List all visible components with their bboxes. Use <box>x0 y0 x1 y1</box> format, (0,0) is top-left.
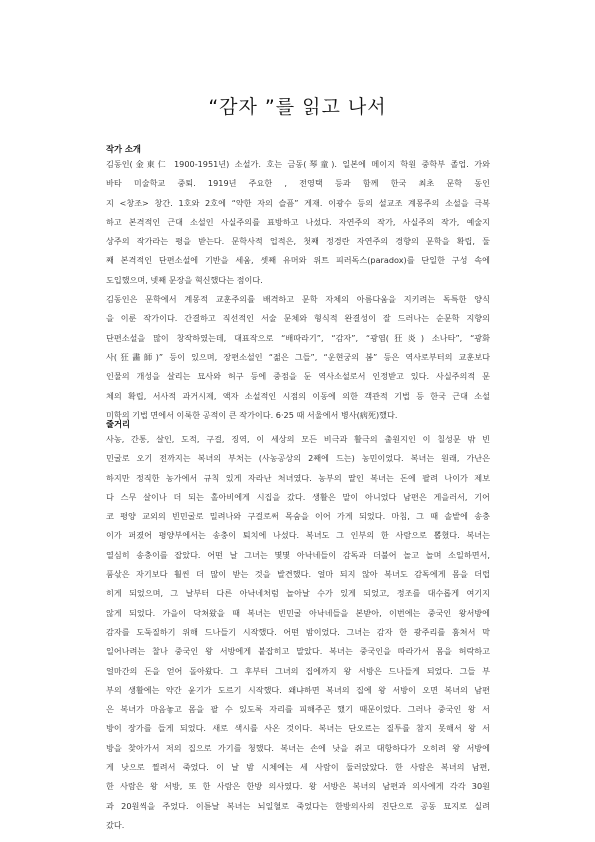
author-paragraphs <box>106 155 490 425</box>
text-line: 지 <창조> 창간. 1호와 2호에 “약한 자의 슬픔” 게재. 이광수 등의 설교조 계몽주의 소설을 극복 <box>106 197 490 208</box>
text-line: 민굴로 오기 전까지는 복녀의 부처는 (사농공상의 2째에 드는) 농민이었다. 복녀는 원래, 가난은 <box>106 453 490 464</box>
text-line: 일어나려는 찰나 중국인 왕 서방에게 붙잡히고 말았다. 복녀는 중국인을 따라가서 몸을 허락하고 <box>106 646 490 657</box>
text-line: 은 복녀가 마음놓고 몸을 팔 수 있도록 자리를 피해주곤 했기 때문이었다. 그러나 중국인 왕 서 <box>106 704 490 715</box>
text-line: 과 20원씩을 주었다. 이튿날 복녀는 뇌일혈로 죽었다는 한방의사의 진단으로 공동 묘지로 실려 <box>106 800 490 811</box>
text-line: 열심히 송충이를 잡았다. 어떤 날 그녀는 몇몇 아낙네들이 감독과 더불어 놀고 놀며 소일하면서, <box>106 549 490 560</box>
text-line: 단편소설을 많이 창작하였는데, 대표작으로 “배따라기”, “감자”, “광염(狂炎) 소나타”, “광화 <box>106 332 490 343</box>
text-line: 방을 찾아가서 저의 집으로 가기를 청했다. 복녀는 손에 낫을 쥐고 대항하다가 오히려 왕 서방에 <box>106 742 490 753</box>
text-line: 을 이룬 작가이다. 간결하고 직선적인 서술 문체와 형식적 완결성이 잘 드러나는 순문학 지향의 <box>106 313 490 324</box>
text-line: 김동인(金東仁 1900-1951년) 소설가. 호는 금동(琴童). 일본에 메이지 학원 중학부 졸업. 가와 <box>106 159 490 169</box>
text-line: 품삯은 자기보다 훨씬 더 많이 받는 것을 발견했다. 얼마 되지 않아 복녀도 감독에게 몸을 더럽 <box>106 569 490 580</box>
text-line: 상주의 작가라는 평을 받는다. 문학사적 업적은, 첫째 정경란 자연주의 경향의 문학을 확립, 둘 <box>106 236 490 247</box>
text-line: 하지만 정직한 농가에서 규칙 있게 자라난 처녀였다. 농부의 딸인 복녀는 돈에 팔려 나이가 제보 <box>106 472 490 483</box>
text-line: 감자를 도둑질하기 위해 드나들기 시작했다. 어떤 밤이었다. 그녀는 감자 한 광주리를 훔쳐서 막 <box>106 626 490 637</box>
text-line: 김동인은 문학에서 계몽적 교훈주의를 배격하고 문학 자체의 아름다움을 지키려는 독특한 양식 <box>106 294 490 305</box>
text-line: 이가 퍼졌어 평양부에서는 송충이 퇴치에 나섰다. 복녀도 그 인부의 한 사람으로 뽑혔다. 복녀는 <box>106 530 490 541</box>
text-line: 한 사람은 왕 서방, 또 한 사람은 한방 의사였다. 왕 서방은 복녀의 남편과 의사에게 각각 30원 <box>106 781 490 792</box>
text-line: 다 스무 살이나 더 되는 홀아비에게 시집을 갔다. 생활은 말이 아니었다 남편은 게을러서, 기어 <box>106 491 490 502</box>
text-line: 사(狂畵師)” 등이 있으며, 장편소설인 “젊은 그들”, “운현궁의 봄” 등은 역사로부터의 교훈보다 <box>106 351 490 362</box>
section-heading-author: 작가 소개 <box>106 144 141 154</box>
text-line: 째 본격적인 단편소설에 기반을 세움, 셋째 유머와 위트 피러독스(paradox)를 단일한 구성 속에 <box>106 255 490 266</box>
text-line: 하고 본격적인 근대 소설인 사실주의를 표방하고 나섰다. 자연주의 작가, 사실주의 작가, 예술지 <box>106 216 490 227</box>
text-line: 히게 되었으며, 그 날부터 다른 아낙네처럼 놀아날 수가 있게 되었고, 정조를 대수롭게 여기지 <box>106 588 490 599</box>
text-line: 않게 되었다. 가을이 닥쳐왔을 때 복녀는 빈민굴 아낙네들을 본받아, 이번에는 중국인 왕서방에 <box>106 607 490 618</box>
text-line: 얼마간의 돈을 얻어 돌아왔다. 그 후부터 그녀의 집에까지 왕 서방은 드나들게 되었다. 그들 부 <box>106 665 490 676</box>
text-line: 미학의 기법 면에서 이룩한 공적이 큰 작가이다. 6·25 때 서울에서 병사(病死)했다. <box>106 409 398 420</box>
text-line: 방이 장가를 들게 되었다. 새로 색시를 사온 것이다. 복녀는 단오르는 질투를 참지 못해서 왕 서 <box>106 723 490 734</box>
text-line: 도입했으며, 넷째 문장을 혁신했다는 점이다. <box>106 274 263 285</box>
text-line: 사농, 간통, 살인, 도적, 구걸, 징역, 이 세상의 모든 비극과 활극의 출원지인 이 칠성문 밖 빈 <box>106 434 490 444</box>
text-line: 코 평양 교외의 빈민굴로 밀려나와 구걸로써 목숨을 이어 가게 되었다. 마침, 그 때 솔밭에 송충 <box>106 511 490 522</box>
text-line: 갔다. <box>106 819 125 830</box>
text-line: 인물의 개성을 살리는 묘사와 허구 등에 중점을 둔 역사소설로서 인정받고 있다. 사실주의적 문 <box>106 371 490 382</box>
document-title: “감자 ”를 읽고 나서 <box>208 96 387 118</box>
section-heading-synopsis: 줄거리 <box>106 419 131 429</box>
text-line: 게 낫으로 찔려서 죽었다. 이 날 밤 시체에는 세 사람이 둘러앉았다. 한 사람은 복녀의 남편, <box>106 762 490 773</box>
text-line: 바타 미술학교 중퇴. 1919년 주요한 , 전영택 등과 함께 한국 최초 문학 동인 <box>106 178 490 189</box>
text-line: 체의 확립, 서사적 과거시제, 액자 소설적인 시점의 이동에 의한 객관적 기법 등 한국 근대 소설 <box>106 390 490 401</box>
synopsis-paragraphs <box>106 430 490 835</box>
text-line: 부의 생활에는 약간 윤기가 도르기 시작했다. 왜냐하면 복녀의 집에 왕 서방이 오면 복녀의 남편 <box>106 684 490 695</box>
